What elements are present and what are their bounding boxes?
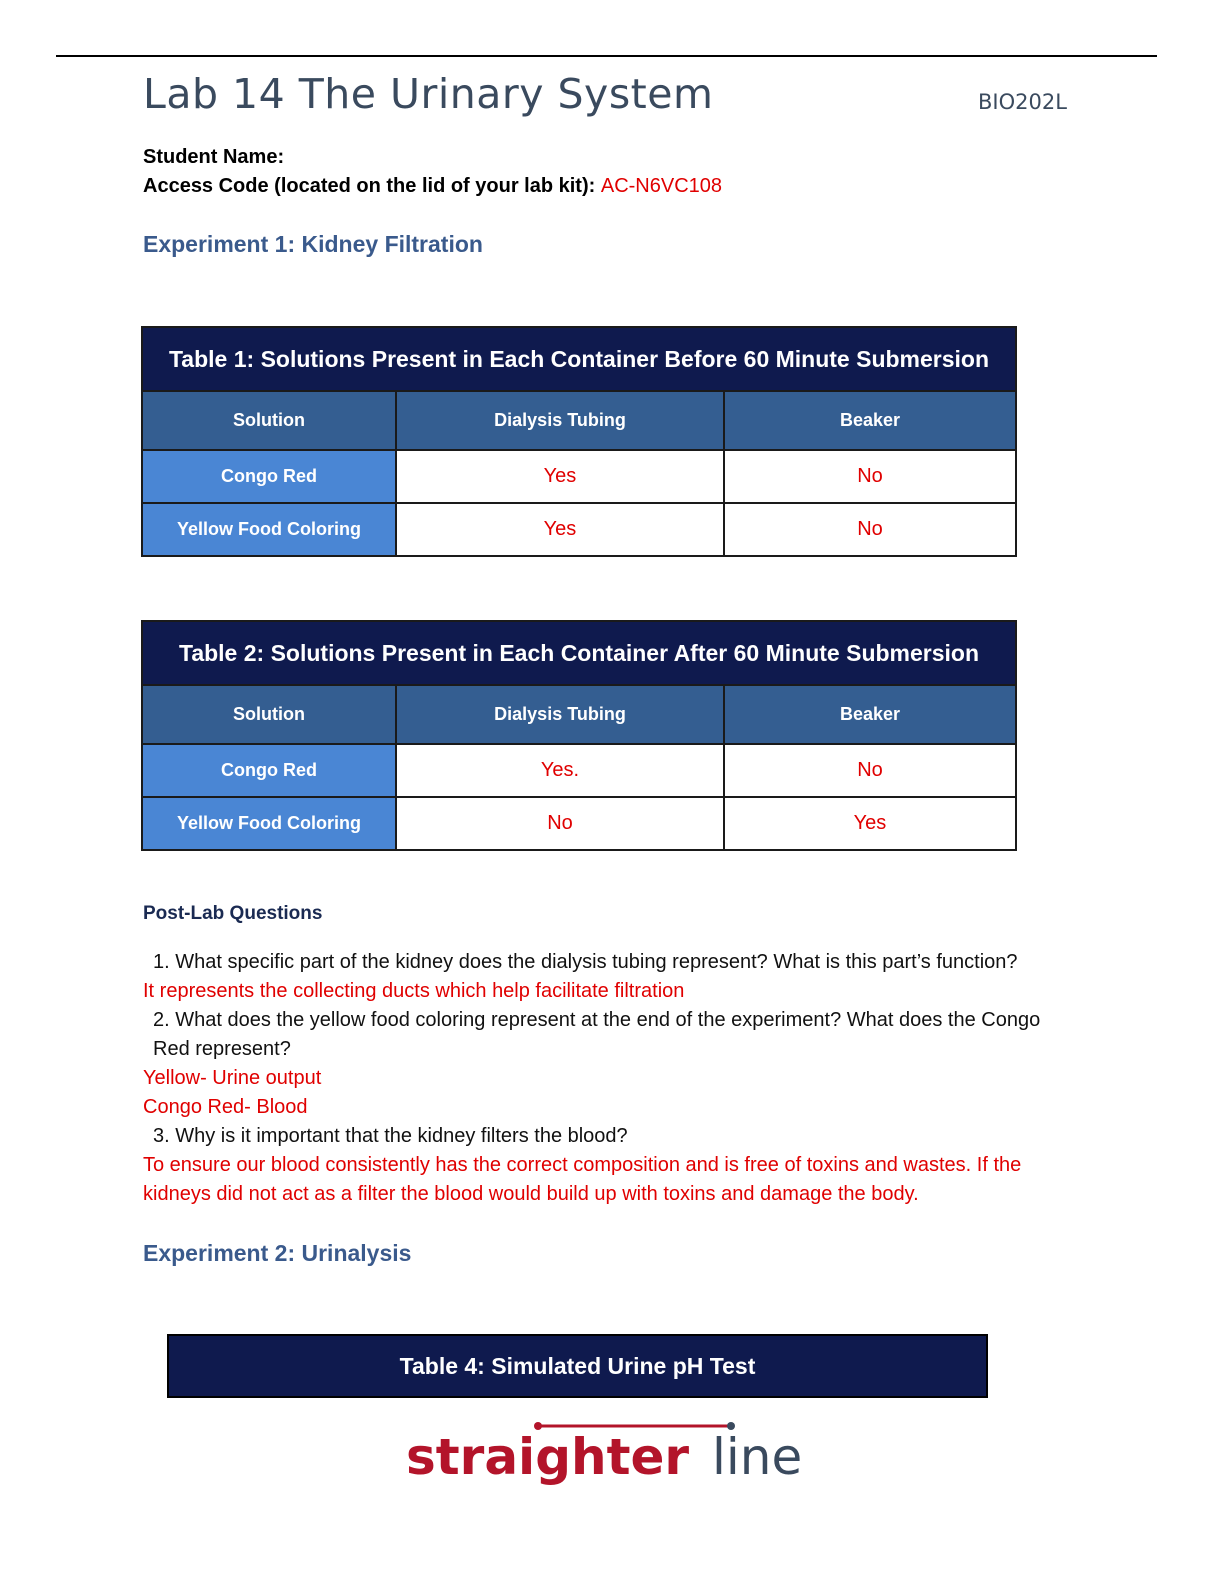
answer-2-line-2: Congo Red- Blood: [143, 1096, 308, 1118]
table-1-header-beaker: Beaker: [724, 391, 1016, 450]
header-rule: [56, 55, 1157, 57]
answer-2-line-1: Yellow- Urine output: [143, 1067, 322, 1089]
table-2: [141, 620, 1017, 851]
document-title: Lab 14 The Urinary System: [143, 70, 714, 118]
table-2-row-solution: Yellow Food Coloring: [142, 797, 396, 850]
table-1-row-tubing: Yes: [396, 450, 724, 503]
access-code-value: AC-N6VC108: [600, 175, 723, 197]
question-1: 1. What specific part of the kidney does the dialysis tubing represent? What is this part’s function?: [153, 951, 1018, 973]
table-row: [142, 503, 1016, 556]
table-1-row-beaker: No: [724, 450, 1016, 503]
table-1-row-tubing: Yes: [396, 503, 724, 556]
student-name-field: [143, 146, 284, 169]
question-3: 3. Why is it important that the kidney filters the blood?: [153, 1125, 628, 1147]
experiment2-heading: Experiment 2: Urinalysis: [143, 1240, 412, 1266]
table-1: [141, 326, 1017, 557]
table-2-header-beaker: Beaker: [724, 685, 1016, 744]
table-1-row-solution: Yellow Food Coloring: [142, 503, 396, 556]
table-2-row-solution: Congo Red: [142, 744, 396, 797]
access-code-field: [143, 175, 722, 198]
logo-part-2: line: [712, 1428, 803, 1486]
table-1-row-beaker: No: [724, 503, 1016, 556]
table-2-header-tubing: Dialysis Tubing: [396, 685, 724, 744]
table-2-caption: Table 2: Solutions Present in Each Container After 60 Minute Submersion: [142, 621, 1016, 685]
student-name-label: Student Name:: [143, 146, 285, 168]
logo-graphic: [406, 1418, 806, 1490]
table-1-header-tubing: Dialysis Tubing: [396, 391, 724, 450]
answer-1: It represents the collecting ducts which help facilitate filtration: [143, 980, 685, 1002]
experiment1-heading: Experiment 1: Kidney Filtration: [143, 231, 483, 257]
answer-3: To ensure our blood consistently has the correct composition and is free of toxins and wastes. If the kidneys did not act as a filter the blood would build up with toxins and damage the body.: [143, 1154, 1022, 1205]
straighterline-logo: [406, 1418, 806, 1490]
course-code: BIO202L: [978, 90, 1067, 114]
question-2: 2. What does the yellow food coloring represent at the end of the experiment? What does the Congo Red represent?: [153, 1009, 1041, 1060]
table-row: [142, 744, 1016, 797]
table-2-row-beaker: No: [724, 744, 1016, 797]
logo-part-1: straighter: [406, 1428, 690, 1486]
post-lab-questions: [143, 948, 1073, 1209]
table-2-row-tubing: Yes.: [396, 744, 724, 797]
post-lab-heading: Post-Lab Questions: [143, 903, 323, 924]
table-4-caption: Table 4: Simulated Urine pH Test: [167, 1334, 988, 1398]
table-2-row-beaker: Yes: [724, 797, 1016, 850]
table-1-caption: Table 1: Solutions Present in Each Container Before 60 Minute Submersion: [142, 327, 1016, 391]
table-row: [142, 450, 1016, 503]
table-1-header-solution: Solution: [142, 391, 396, 450]
table-row: [142, 797, 1016, 850]
table-2-header-solution: Solution: [142, 685, 396, 744]
table-2-row-tubing: No: [396, 797, 724, 850]
table-1-row-solution: Congo Red: [142, 450, 396, 503]
access-code-label: Access Code (located on the lid of your lab kit):: [143, 175, 596, 197]
